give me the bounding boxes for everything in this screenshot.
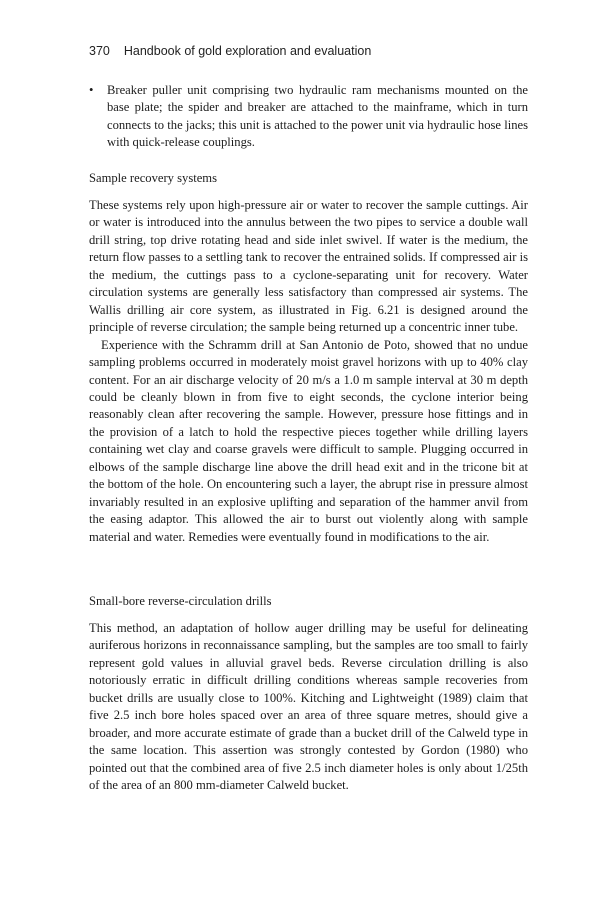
book-title: Handbook of gold exploration and evaluation <box>123 44 372 58</box>
section-heading-small-bore: Small-bore reverse-circulation drills <box>89 594 272 608</box>
list-item <box>89 82 528 152</box>
section-body-small-bore <box>89 620 528 795</box>
section-heading-sample-recovery: Sample recovery systems <box>89 171 218 185</box>
paragraph: These systems rely upon high-pressure air or water to recover the sample cuttings. Air or water is introduced into the annulus between the two pipes to service a double wall drill string, top drive rotating head and side inlet swivel. If water is the medium, the return flow passes to a settling tank to recover the entrained solids. If compressed air is the medium, the cuttings pass to a cyclone-separating unit for recovery. Water circulation systems are generally less satisfactory than compressed air systems. The Wallis drilling air core system, as illustrated in Fig. 6.21 is designed around the principle of reverse circulation; the sample being returned up a concentric inner tube. <box>89 198 528 335</box>
bullet-text: Breaker puller unit comprising two hydraulic ram mechanisms mounted on the base plate; the spider and breaker are attached to the mainframe, which in turn connects to the jacks; this unit is attached to the power unit via hydraulic hose lines with quick-release couplings. <box>107 83 528 150</box>
page-number: 370 <box>89 44 110 58</box>
paragraph: Experience with the Schramm drill at San Antonio de Poto, showed that no undue sampling problems occurred in moderately moist gravel horizons with up to 40% clay content. For an air discharge velocity of 20 m/s a 1.0 m sample interval at 30 m depth could be cleanly blown in from five to eight seconds, the cyclone interior being reasonably clean after recovering the sample. However, pressure hose fittings and in the provision of a latch to hold the respective pieces together while drilling layers containing wet clay and coarse gravels were difficult to sample. Plugging occurred in elbows of the sample discharge line above the drill head exit and in the tricone bit at the bottom of the hole. On encountering such a layer, the abrupt rise in pressure almost invariably resulted in an explosive uplifting and separation of the hammer anvil from the easing adaptor. This allowed the air to burst out violently along with sample material and water. Remedies were eventually found in modifications to the air. <box>89 337 528 544</box>
section-body-sample-recovery <box>89 197 528 546</box>
bullet-icon: • <box>89 83 94 97</box>
running-head <box>89 44 371 58</box>
paragraph: This method, an adaptation of hollow auger drilling may be useful for delineating auriferous horizons in reconnaissance sampling, but the samples are too small to fairly represent gold values in alluvial gravel beds. Reverse circulation drilling is also notoriously erratic in difficult drilling conditions whereas sample recoveries from bucket drills are usually close to 100%. Kitching and Lightweight (1989) claim that five 2.5 inch bore holes spaced over an area of three square metres, should give a broader, and more accurate estimate of grade than a bucket drill of the Calweld type in the same location. This assertion was strongly contested by Gordon (1980) who pointed out that the combined area of five 2.5 inch diameter holes is only about 1/25th of the area of an 800 mm-diameter Calweld bucket. <box>89 621 528 793</box>
bullet-list <box>89 82 528 152</box>
